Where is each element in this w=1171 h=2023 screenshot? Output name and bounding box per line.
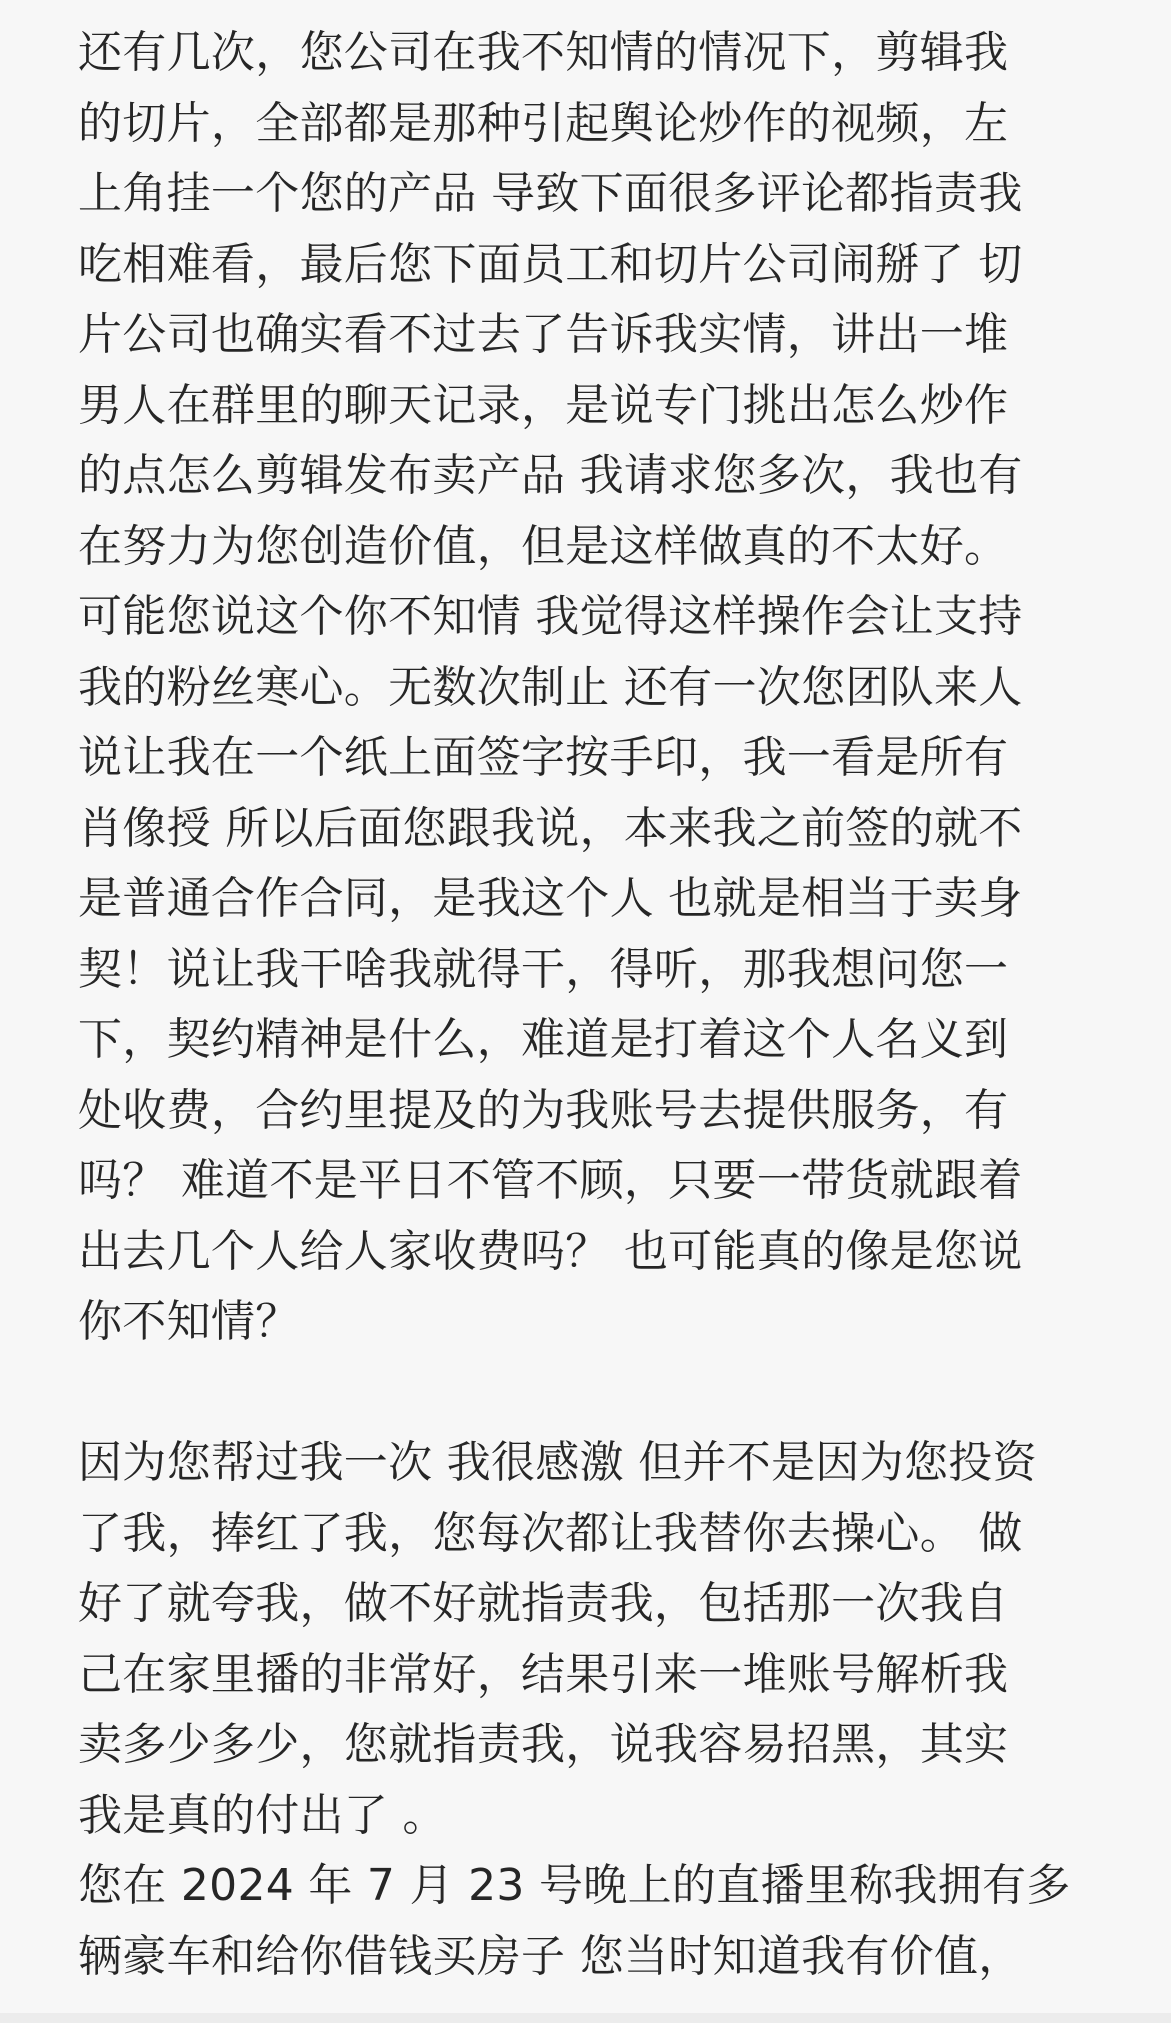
text-line: 下，契约精神是什么，难道是打着这个人名义到 <box>78 1014 1009 1065</box>
text-line: 卖多少多少，您就指责我，说我容易招黑，其实 <box>78 1719 1009 1770</box>
text-line: 吗？ 难道不是平日不管不顾，只要一带货就跟着 <box>78 1155 1023 1206</box>
text-line: 是普通合作合同，是我这个人 也就是相当于卖身 <box>78 873 1023 924</box>
text-line: 片公司也确实看不过去了告诉我实情，讲出一堆 <box>78 309 1009 360</box>
paragraph-gap <box>78 1358 1098 1429</box>
paragraph-1 <box>78 18 1098 1358</box>
text-line: 上角挂一个您的产品 导致下面很多评论都指责我 <box>78 168 1023 219</box>
bottom-edge <box>0 2013 1171 2023</box>
text-line: 说让我在一个纸上面签字按手印，我一看是所有 <box>78 732 1009 783</box>
text-line: 了我，捧红了我，您每次都让我替你去操心。 做 <box>78 1507 1023 1559</box>
text-line: 男人在群里的聊天记录，是说专门挑出怎么炒作 <box>78 379 1009 431</box>
text-line: 我的粉丝寒心。无数次制止 还有一次您团队来人 <box>78 661 1023 713</box>
text-line: 出去几个人给人家收费吗？ 也可能真的像是您说 <box>78 1225 1023 1277</box>
text-line: 你不知情？ <box>78 1296 300 1347</box>
text-line: 辆豪车和给你借钱买房子 您当时知道我有价值， <box>78 1930 1023 1982</box>
text-line: 好了就夸我，做不好就指责我，包括那一次我自 <box>78 1578 1009 1629</box>
text-line: 契！说让我干啥我就得干，得听，那我想问您一 <box>78 943 1009 995</box>
paragraph-2 <box>78 1428 1098 1851</box>
text-line: 在努力为您创造价值，但是这样做真的不太好。 <box>78 520 1009 572</box>
text-line: 处收费，合约里提及的为我账号去提供服务，有 <box>78 1084 1009 1136</box>
text-line: 己在家里播的非常好，结果引来一堆账号解析我 <box>78 1648 1009 1700</box>
text-line: 可能您说这个你不知情 我觉得这样操作会让支持 <box>78 591 1023 642</box>
letter-text <box>78 18 1098 2023</box>
text-line: 吃相难看，最后您下面员工和切片公司闹掰了 切 <box>78 238 1023 290</box>
text-line: 您在 2024 年 7 月 23 号晚上的直播里称我拥有多 <box>78 1860 1071 1911</box>
paragraph-3 <box>78 1851 1098 1992</box>
text-line: 还有几次，您公司在我不知情的情况下，剪辑我 <box>78 27 1009 78</box>
text-line: 因为您帮过我一次 我很感激 但并不是因为您投资 <box>78 1437 1037 1488</box>
text-line: 肖像授 所以后面您跟我说，本来我之前签的就不 <box>78 802 1023 854</box>
text-line: 我是真的付出了 。 <box>78 1789 447 1841</box>
text-line: 的切片，全部都是那种引起舆论炒作的视频，左 <box>78 97 1009 149</box>
text-line: 的点怎么剪辑发布卖产品 我请求您多次，我也有 <box>78 450 1023 501</box>
